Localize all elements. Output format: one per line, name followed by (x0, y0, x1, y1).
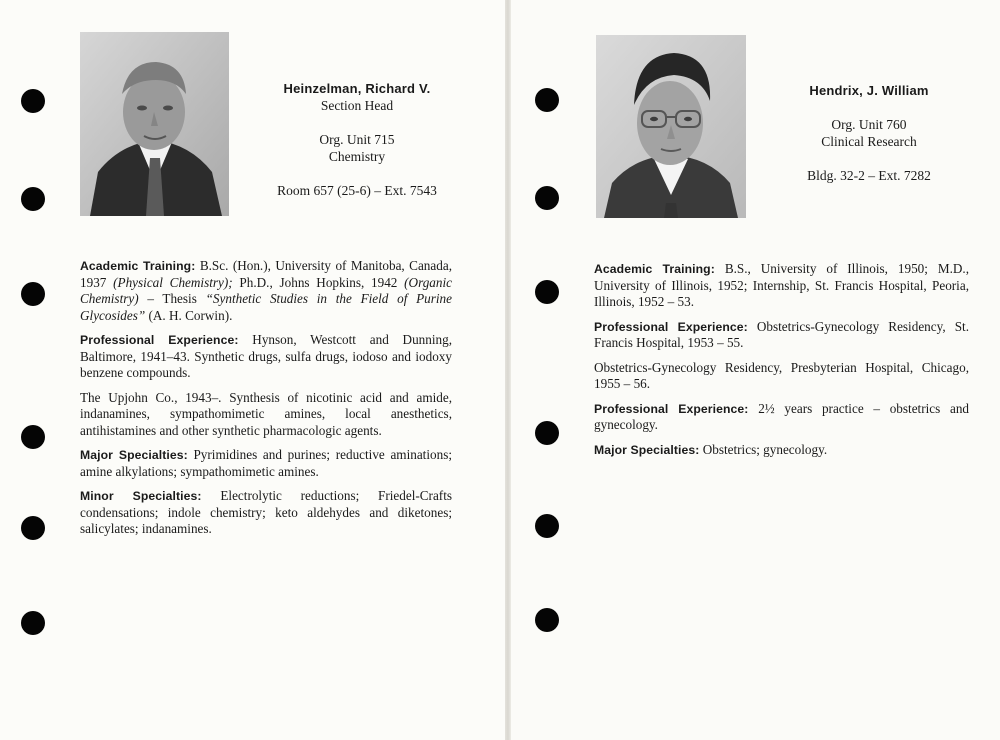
office-location: Room 657 (25-6) – Ext. 7543 (277, 183, 437, 198)
major-specialties: Major Specialties: Pyrimidines and purines; reductive aminations; amine alkylations; sympathomimetic amines. (80, 447, 452, 479)
minor-specialties: Minor Specialties: Electrolytic reductions; Friedel-Crafts condensations; indole chemistry; keto aldehydes and diketones; salicylates; indanamines. (80, 488, 452, 536)
binder-hole-icon (535, 186, 559, 210)
employee-name: Heinzelman, Richard V. (283, 81, 431, 96)
right-page (511, 0, 1000, 740)
portrait-photo (596, 35, 746, 218)
academic-training: Academic Training: B.Sc. (Hon.), University of Manitoba, Canada, 1937 (Physical Chemistry); Ph.D., Johns Hopkins, 1942 (Organic Chemistry) – Thesis “Synthetic Studies in the Field of Purine Glycosides” (A. H. Corwin). (80, 258, 453, 323)
employee-header (262, 80, 452, 199)
employee-title: Section Head (320, 98, 394, 113)
employee-details (594, 261, 969, 466)
professional-experience-continued: Obstetrics-Gynecology Residency, Presbyterian Hospital, Chicago, 1955 – 56. (594, 359, 969, 391)
binder-hole-icon (21, 282, 45, 306)
academic-label: Academic Training: (80, 259, 196, 273)
minor-label: Minor Specialties: (80, 489, 202, 503)
binder-hole-icon (535, 280, 559, 304)
professional-experience-2: Professional Experience: 2½ years practice – obstetrics and gynecology. (594, 400, 970, 432)
binder-hole-icon (21, 611, 45, 635)
portrait-photo (80, 32, 229, 216)
org-unit: Org. Unit 760 (831, 117, 907, 132)
employee-details (80, 258, 452, 546)
binder-hole-icon (21, 425, 45, 449)
academic-training: Academic Training: B.S., University of Illinois, 1950; M.D., University of Illinois, 1952; Internship, St. Francis Hospital, Peoria, Illinois, 1952 – 53. (594, 261, 969, 309)
thesis-title: “Synthetic Studies in the Field of Purine Glycosides” (80, 291, 452, 323)
employee-header (769, 82, 969, 184)
binder-hole-icon (21, 89, 45, 113)
department: Chemistry (328, 149, 386, 164)
department: Clinical Research (821, 134, 917, 149)
professional-label-2: Professional Experience: (594, 401, 749, 416)
binder-hole-icon (535, 88, 559, 112)
org-unit: Org. Unit 715 (319, 132, 395, 147)
binder-hole-icon (21, 187, 45, 211)
binder-hole-icon (21, 516, 45, 540)
academic-label: Academic Training: (594, 262, 715, 276)
professional-experience: Professional Experience: Obstetrics-Gynecology Residency, St. Francis Hospital, 1953 – 55. (594, 318, 970, 350)
professional-experience: Professional Experience: Hynson, Westcott and Dunning, Baltimore, 1941–43. Synthetic drugs, sulfa drugs, iodoso and iodoxy benzene compounds. (80, 332, 453, 380)
office-location: Bldg. 32-2 – Ext. 7282 (807, 168, 931, 183)
binder-hole-icon (535, 421, 559, 445)
binder-hole-icon (535, 608, 559, 632)
professional-label: Professional Experience: (80, 333, 239, 347)
binder-hole-icon (535, 514, 559, 538)
major-label: Major Specialties: (80, 448, 188, 462)
professional-experience-continued: The Upjohn Co., 1943–. Synthesis of nicotinic acid and amide, indanamines, sympathomimetic amines, local anesthetics, antihistamines and other synthetic pharmacologic agents. (80, 389, 452, 438)
major-label: Major Specialties: (594, 442, 700, 457)
employee-name: Hendrix, J. William (809, 83, 929, 98)
major-specialties: Major Specialties: Obstetrics; gynecology. (594, 441, 828, 457)
professional-label: Professional Experience: (594, 319, 748, 334)
